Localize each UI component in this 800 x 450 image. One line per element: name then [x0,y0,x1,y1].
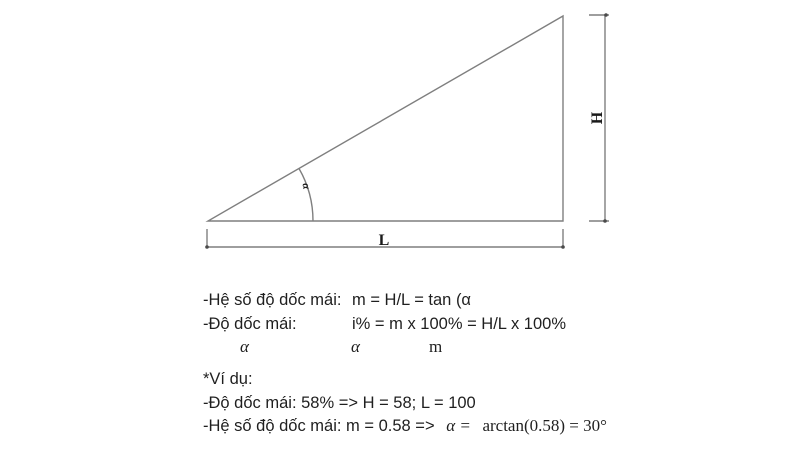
tick-dot [561,245,565,249]
formula-row3-alpha-1: α [240,337,249,356]
triangle-outline [208,16,563,221]
formula-row1-label: -Hệ số độ dốc mái: [203,291,342,309]
tick-dot [604,13,608,17]
formula-row2-expression: i% = m x 100% = H/L x 100% [352,315,566,333]
example-line2 [203,416,607,436]
example-title: *Ví dụ: [203,370,253,388]
tick-dot [603,219,607,223]
base-dimension-label: L [378,232,390,249]
tick-dot [205,245,209,249]
formula-row3-m: m [429,337,443,356]
angle-arc [299,169,313,222]
height-dimension-label: H [589,111,606,125]
example-line2-alpha-term: α = [446,416,471,435]
example-line1: -Độ dốc mái: 58% => H = 58; L = 100 [203,394,476,412]
example-line2-arctan-term: arctan(0.58) = 30° [482,416,607,435]
formula-row2-label: -Độ dốc mái: [203,315,297,333]
formula-row1-expression: m = H/L = tan (α [352,291,471,309]
angle-alpha-label: α [299,182,313,191]
example-line2-prefix: -Hệ số độ dốc mái: m = 0.58 => [203,417,435,435]
formula-row3-alpha-2: α [351,337,360,356]
